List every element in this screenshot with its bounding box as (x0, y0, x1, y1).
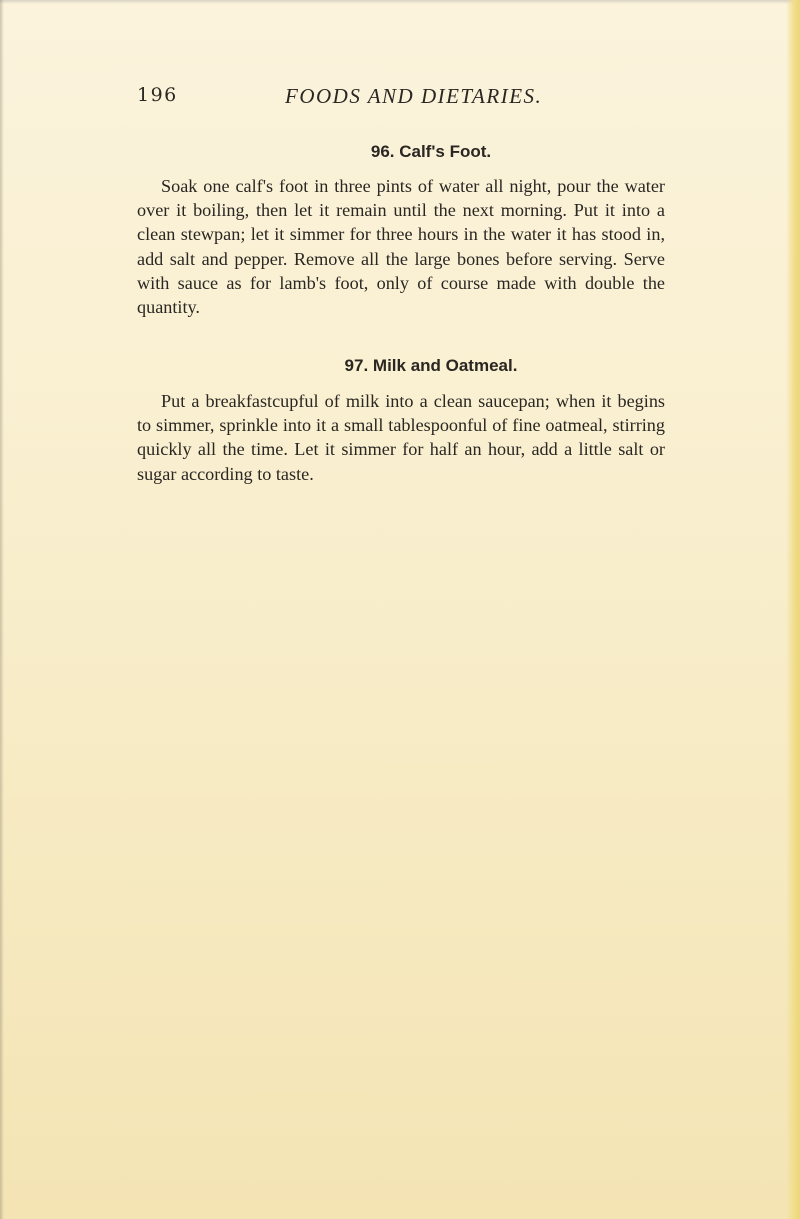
page-number: 196 (137, 84, 178, 106)
page-edge-top (0, 0, 800, 4)
page-edge-right (786, 0, 800, 1219)
recipe-body-calfs-foot: Soak one calf's foot in three pints of water all night, pour the water over it boiling, then let it remain until the next morning. Put it into a clean stewpan; let it simmer for three hours in the water it has stood in, add salt and pepper. Remove all the large bones before serving. Serve with sauce as for lamb's foot, only of course made with double the quantity. (137, 176, 665, 318)
page-edge-left (0, 0, 4, 1219)
running-head (137, 84, 577, 110)
recipe-body-milk-oatmeal: Put a breakfastcupful of milk into a clean saucepan; when it begins to simmer, sprinkle into it a small tablespoonful of fine oatmeal, stirring quickly all the time. Let it simmer for half an hour, add a little salt or sugar according to taste. (137, 391, 665, 484)
recipe-heading-milk-oatmeal: 97. Milk and Oatmeal. (344, 356, 518, 375)
recipe-heading-calfs-foot: 96. Calf's Foot. (370, 142, 492, 161)
running-title: FOODS AND DIETARIES. (285, 84, 543, 108)
